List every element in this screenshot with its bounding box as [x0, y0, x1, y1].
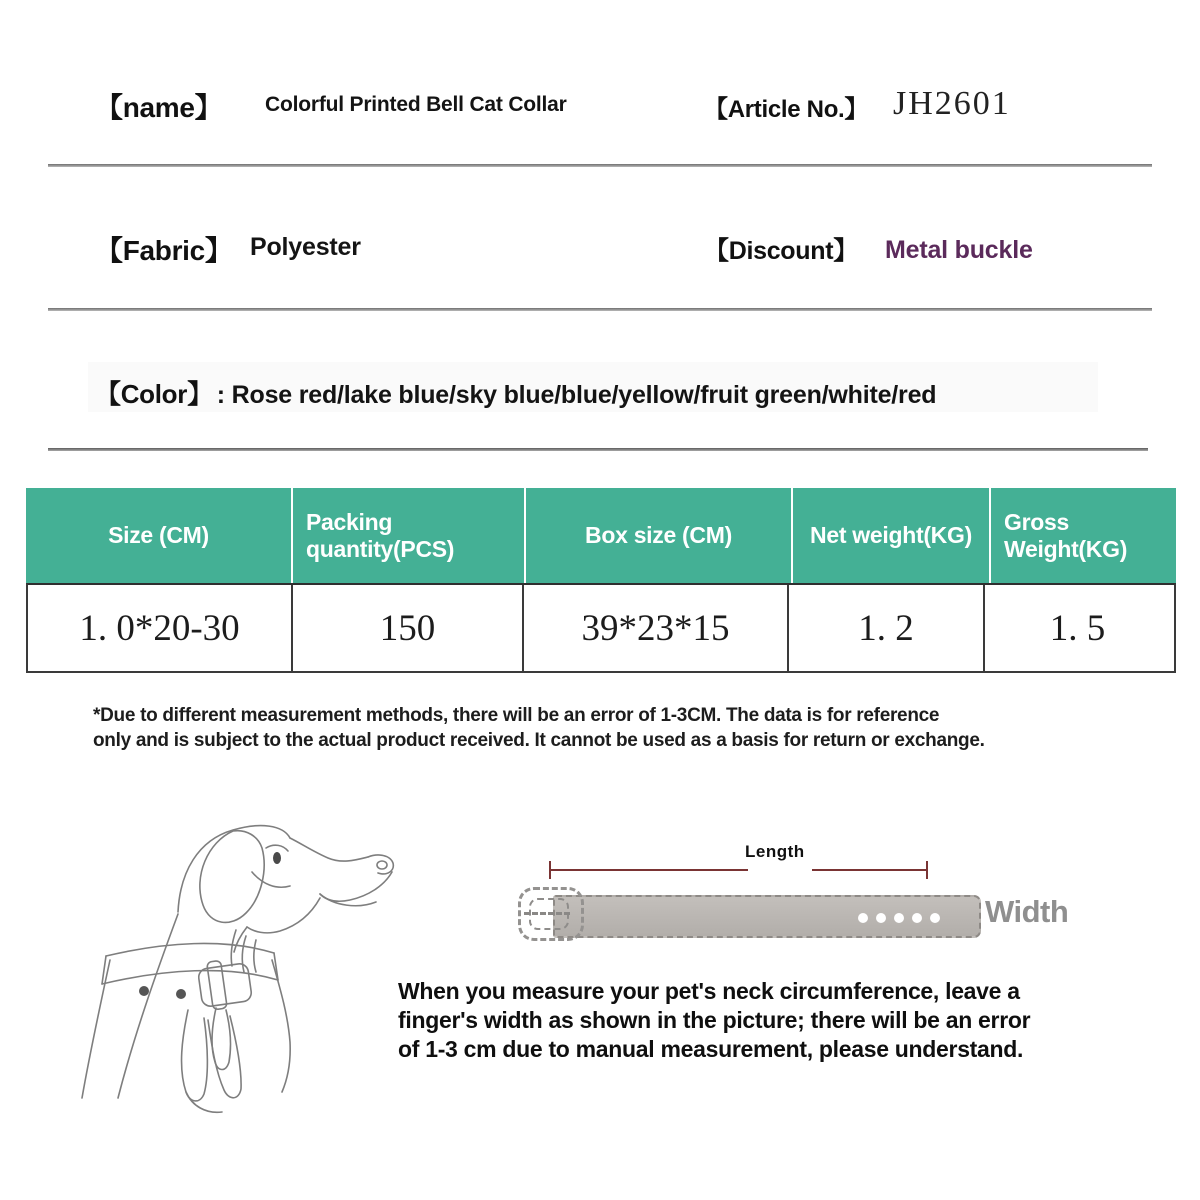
collar-hole [930, 913, 940, 923]
collar-buckle-prong [524, 912, 570, 915]
col-header-box-size: Box size (CM) [526, 488, 793, 583]
col-header-size: Size (CM) [26, 488, 293, 583]
discount-value: Metal buckle [885, 236, 1033, 264]
divider-3 [48, 448, 1148, 451]
length-line-right-segment [812, 869, 926, 871]
color-value: : Rose red/lake blue/sky blue/blue/yellow/fruit green/white/red [216, 381, 937, 409]
col-header-packing-quantity: Packing quantity(PCS) [293, 488, 526, 583]
note-line-2: finger's width as shown in the picture; there will be an error [398, 1007, 1031, 1033]
discount-label: 【Discount】 [704, 237, 858, 265]
length-line-right-tick [926, 861, 928, 879]
cell-gross-weight: 1. 5 [985, 585, 1170, 671]
disclaimer-line-2: only and is subject to the actual product received. It cannot be used as a basis for return or exchange. [93, 730, 985, 751]
color-label: 【Color】 [95, 379, 213, 409]
name-value: Colorful Printed Bell Cat Collar [265, 93, 567, 116]
cell-packing-quantity: 150 [293, 585, 524, 671]
collar-hole [912, 913, 922, 923]
length-line-left-segment [551, 869, 748, 871]
disclaimer-line-1: *Due to different measurement methods, there will be an error of 1-3CM. The data is for reference [93, 705, 940, 726]
collar-hole [894, 913, 904, 923]
cell-box-size: 39*23*15 [524, 585, 789, 671]
fabric-value: Polyester [250, 233, 361, 261]
col-header-gross-weight: Gross Weight(KG) [991, 488, 1176, 583]
article-no-value: JH2601 [893, 85, 1011, 122]
divider-2 [48, 308, 1152, 311]
color-row [95, 374, 936, 411]
fabric-label: 【Fabric】 [95, 235, 233, 266]
width-label: Width [985, 894, 1069, 929]
col-header-net-weight: Net weight(KG) [793, 488, 991, 583]
spec-table-header-row [26, 488, 1176, 583]
cell-net-weight: 1. 2 [789, 585, 985, 671]
spec-table [26, 488, 1176, 673]
cell-size: 1. 0*20-30 [28, 585, 293, 671]
length-label: Length [745, 842, 805, 861]
name-label: 【name】 [95, 92, 223, 123]
dog-sketch [40, 810, 400, 1120]
note-line-1: When you measure your pet's neck circumference, leave a [398, 978, 1020, 1004]
measurement-note [398, 977, 1030, 1064]
collar-hole [858, 913, 868, 923]
article-no-label: 【Article No.】 [704, 96, 869, 123]
spec-table-data-row [26, 583, 1176, 673]
collar-hole [876, 913, 886, 923]
note-line-3: of 1-3 cm due to manual measurement, please understand. [398, 1036, 1024, 1062]
disclaimer [93, 703, 985, 753]
divider-1 [48, 164, 1152, 167]
